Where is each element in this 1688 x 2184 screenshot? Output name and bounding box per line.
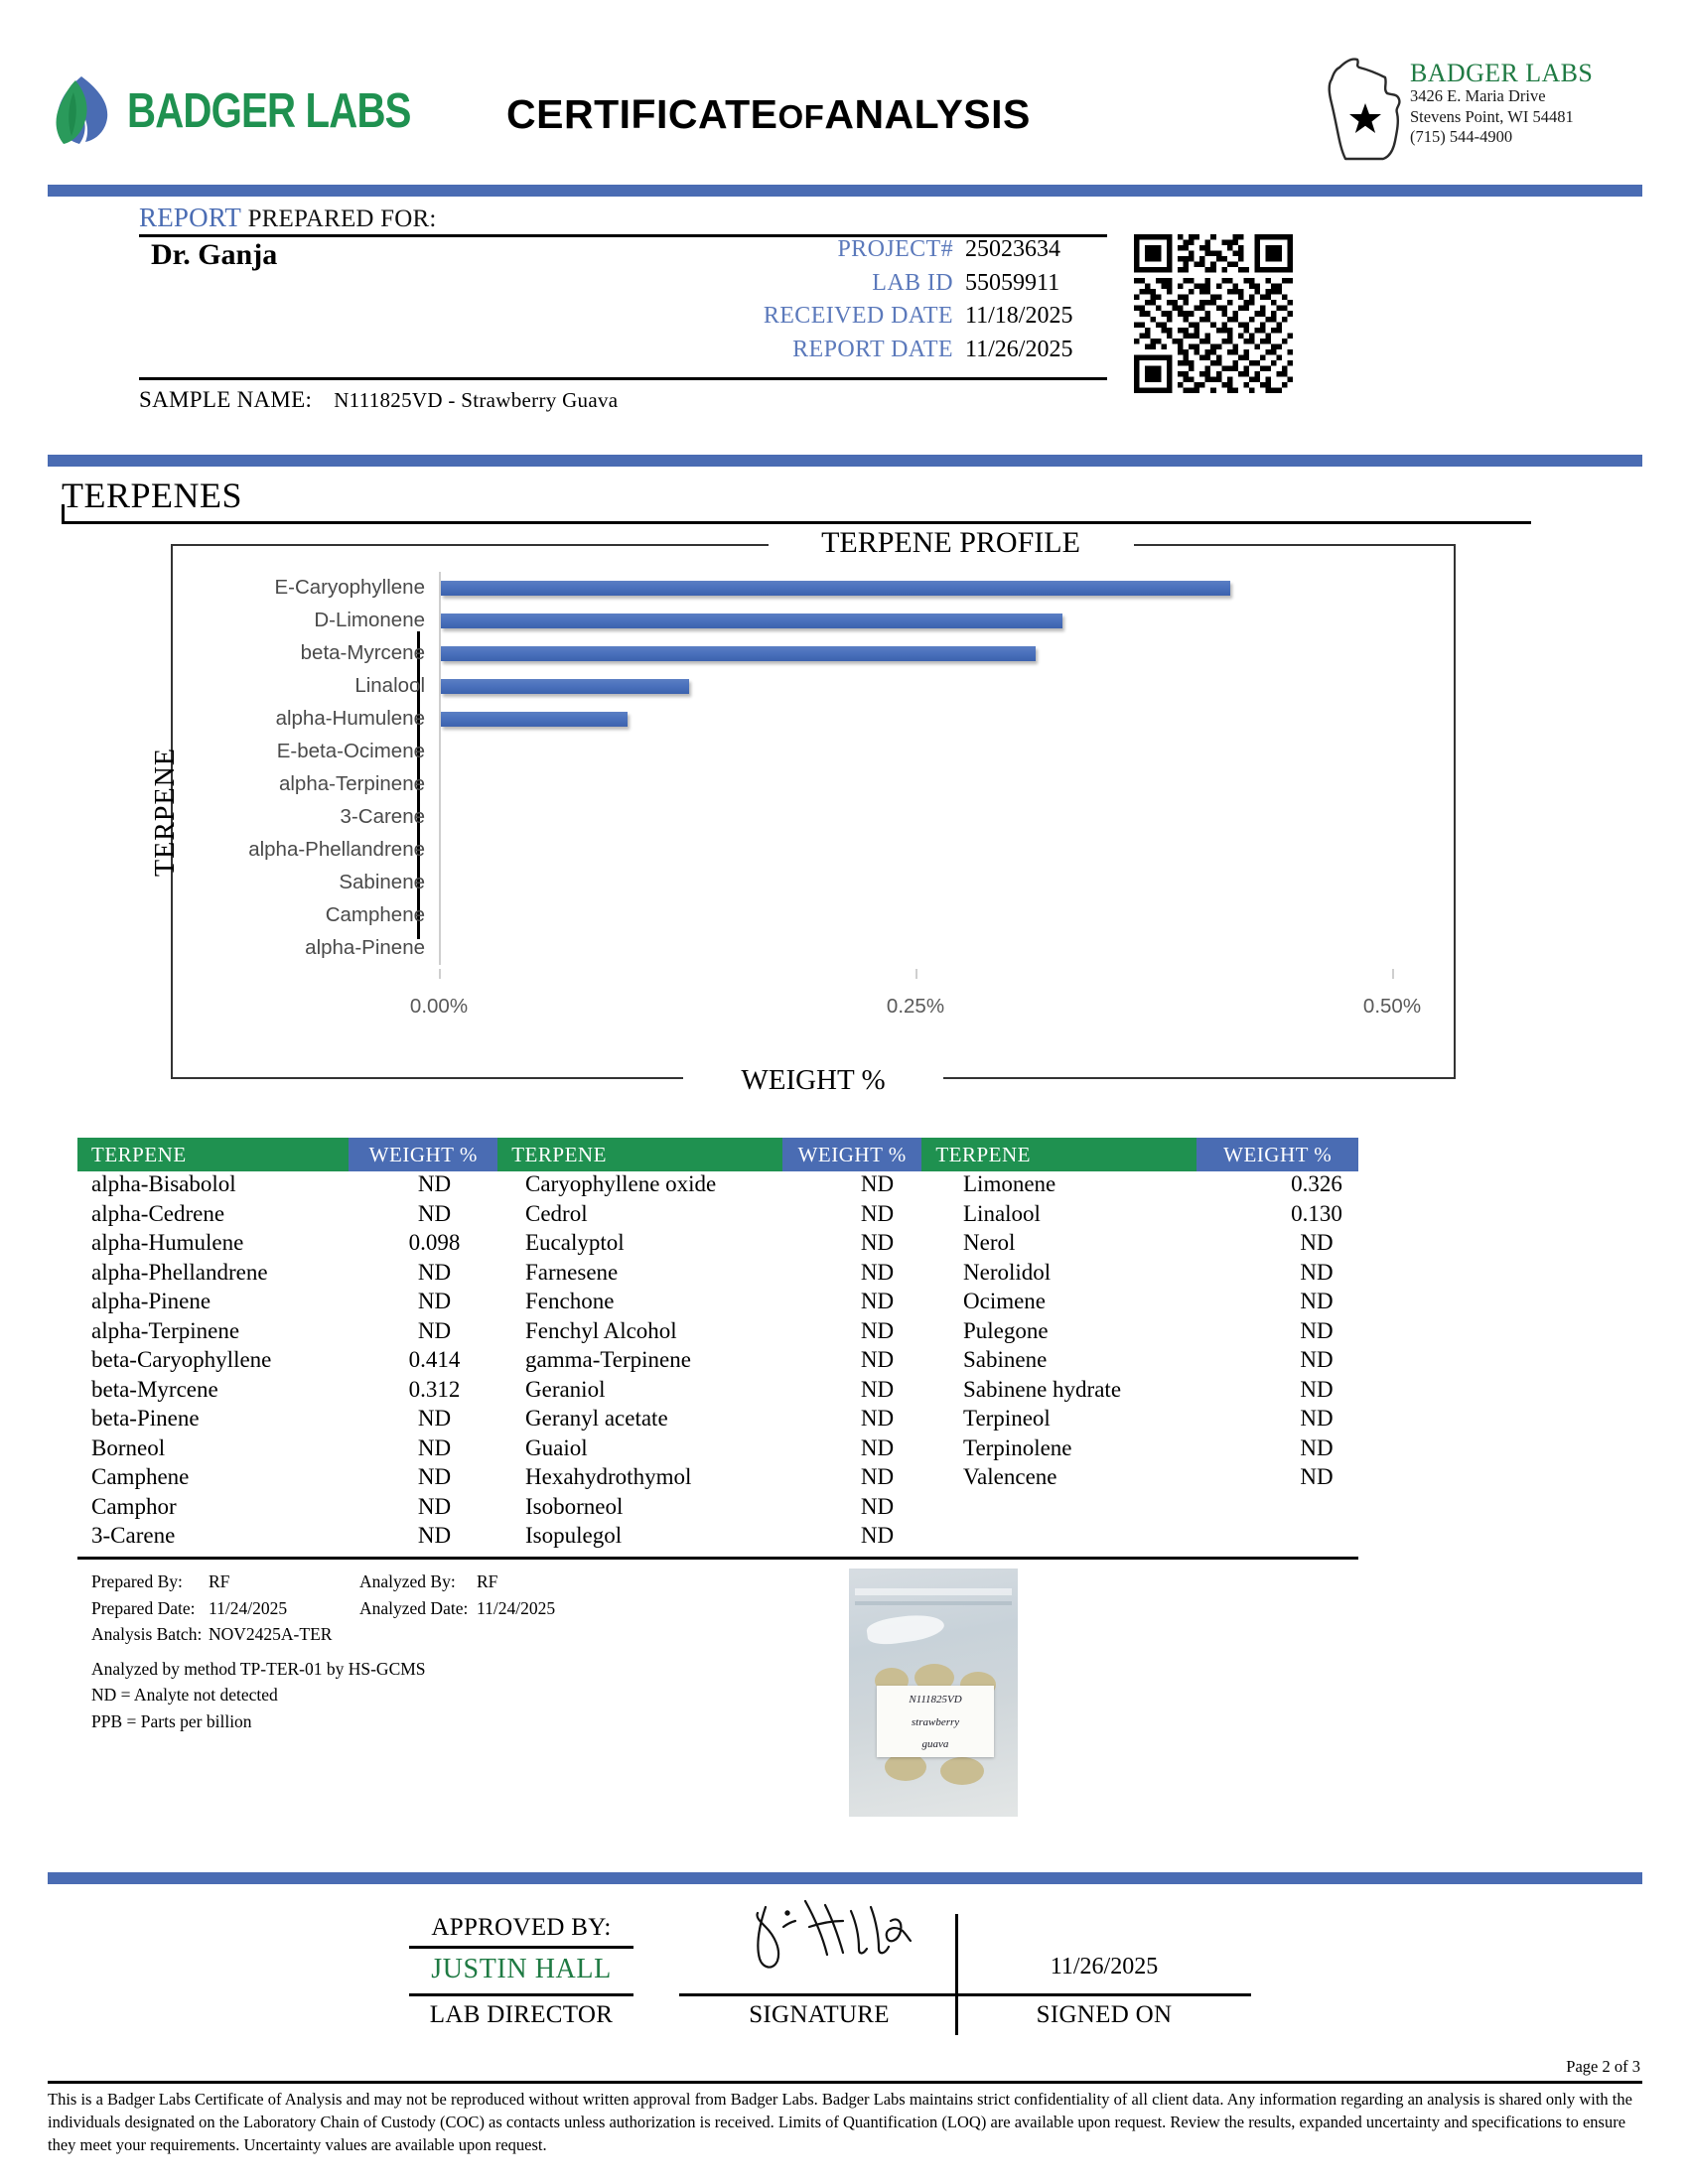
table-row bbox=[511, 1171, 949, 1201]
terpene-name-cell: beta-Myrcene bbox=[91, 1376, 218, 1402]
terpene-name-cell: Geranyl acetate bbox=[525, 1406, 668, 1431]
analyzed-by-label: Analyzed By: bbox=[359, 1571, 456, 1591]
chart-plot-area bbox=[248, 572, 1392, 965]
table-row bbox=[511, 1464, 949, 1494]
table-row bbox=[77, 1494, 511, 1524]
prepared-date-value: 11/24/2025 bbox=[209, 1597, 288, 1618]
table-row bbox=[77, 1171, 511, 1201]
divider-approval bbox=[48, 1872, 1642, 1884]
meta-label: RECEIVED DATE bbox=[763, 303, 953, 329]
terpene-profile-chart bbox=[149, 526, 1456, 1096]
terpene-weight-cell: ND bbox=[860, 1289, 895, 1313]
chart-category-label: 3-Carene bbox=[340, 804, 425, 828]
terpene-weight-cell: ND bbox=[860, 1493, 895, 1519]
approved-by-rule-top bbox=[409, 1946, 633, 1949]
approved-by-rule-bottom bbox=[409, 1993, 633, 1996]
terpene-name-cell: Nerol bbox=[963, 1230, 1016, 1255]
table-row bbox=[511, 1230, 949, 1260]
terpene-name-cell: Sabinene hydrate bbox=[963, 1376, 1122, 1402]
terpene-name-cell: Valencene bbox=[963, 1464, 1057, 1489]
approver-title: LAB DIRECTOR bbox=[429, 2001, 614, 2028]
terpene-name-cell: alpha-Cedrene bbox=[91, 1200, 225, 1226]
lab-address-block bbox=[1410, 60, 1593, 148]
col1-terpene-header: TERPENE bbox=[77, 1138, 349, 1171]
table-row bbox=[77, 1377, 511, 1407]
prepared-for-word: PREPARED FOR: bbox=[247, 205, 437, 232]
signature-divider bbox=[955, 1914, 958, 2035]
meta-value: 11/18/2025 bbox=[965, 303, 1073, 329]
table-row bbox=[949, 1201, 1400, 1231]
terpene-weight-cell: ND bbox=[417, 1200, 452, 1226]
table-row bbox=[949, 1318, 1400, 1348]
analysis-batch-label: Analysis Batch: bbox=[91, 1624, 203, 1645]
terpene-name-cell: alpha-Terpinene bbox=[91, 1317, 240, 1343]
table-row bbox=[511, 1435, 949, 1465]
chart-category-label: Sabinene bbox=[339, 870, 425, 893]
report-prepared-for-heading bbox=[139, 203, 437, 233]
col2-weight-header: WEIGHT % bbox=[782, 1138, 921, 1171]
table-row bbox=[77, 1464, 511, 1494]
table-row bbox=[511, 1494, 949, 1524]
chart-bar bbox=[441, 712, 628, 727]
chart-x-tick-label: 0.00% bbox=[409, 995, 469, 1018]
table-row bbox=[77, 1435, 511, 1465]
chart-bar bbox=[441, 614, 1062, 628]
chart-category-label: E-Caryophyllene bbox=[274, 575, 425, 599]
table-row bbox=[511, 1289, 949, 1318]
terpene-name-cell: Isoborneol bbox=[525, 1493, 624, 1519]
terpene-weight-cell: ND bbox=[417, 1434, 452, 1460]
chart-bar bbox=[441, 581, 1230, 596]
table-column bbox=[949, 1171, 1400, 1553]
meta-value: 55059911 bbox=[965, 269, 1060, 296]
analysis-batch-value: NOV2425A-TER bbox=[209, 1624, 333, 1645]
approver-name: JUSTIN HALL bbox=[431, 1954, 612, 1984]
terpene-weight-cell: ND bbox=[1300, 1230, 1334, 1255]
terpene-name-cell: Hexahydrothymol bbox=[525, 1464, 692, 1489]
terpene-name-cell: Pulegone bbox=[963, 1317, 1049, 1343]
terpene-name-cell: Terpinolene bbox=[963, 1434, 1072, 1460]
table-row bbox=[77, 1201, 511, 1231]
terpene-name-cell: Terpineol bbox=[963, 1406, 1051, 1431]
terpene-weight-cell: 0.130 bbox=[1291, 1200, 1342, 1226]
approved-by-label: APPROVED BY: bbox=[431, 1914, 612, 1941]
section-rule bbox=[62, 521, 1531, 524]
cannabis-bud bbox=[885, 1753, 926, 1781]
terpene-weight-cell: ND bbox=[860, 1317, 895, 1343]
document-title bbox=[506, 91, 1031, 138]
address-line-2: Stevens Point, WI 54481 bbox=[1410, 106, 1574, 126]
prepared-date-row bbox=[91, 1595, 555, 1622]
table-row bbox=[77, 1347, 511, 1377]
terpene-weight-cell: ND bbox=[860, 1376, 895, 1402]
signature-label: SIGNATURE bbox=[749, 2001, 890, 2028]
section-title: TERPENES bbox=[62, 476, 243, 515]
chart-category-label: alpha-Pinene bbox=[305, 935, 425, 959]
table-row bbox=[949, 1289, 1400, 1318]
terpene-name-cell: 3-Carene bbox=[91, 1523, 176, 1548]
divider-top bbox=[48, 185, 1642, 197]
chart-x-tick-mark bbox=[439, 969, 441, 979]
terpene-name-cell: Limonene bbox=[963, 1171, 1056, 1196]
ppb-definition: PPB = Parts per billion bbox=[91, 1710, 252, 1731]
table-row bbox=[511, 1318, 949, 1348]
sample-photo bbox=[849, 1569, 1018, 1817]
table-row bbox=[949, 1260, 1400, 1290]
chart-category-label: Linalool bbox=[354, 673, 425, 697]
chart-category-label: alpha-Humulene bbox=[275, 706, 425, 730]
chart-category-label: Camphene bbox=[325, 902, 425, 926]
y-axis-line bbox=[439, 572, 441, 965]
terpene-weight-cell: ND bbox=[417, 1406, 452, 1431]
terpene-weight-cell: ND bbox=[1300, 1259, 1334, 1285]
terpene-name-cell: Geraniol bbox=[525, 1376, 606, 1402]
chart-x-tick-label: 0.50% bbox=[1362, 995, 1422, 1018]
table-body bbox=[77, 1171, 1358, 1553]
table-row bbox=[949, 1464, 1400, 1494]
table-header-row bbox=[77, 1138, 1358, 1171]
lab-phone: (715) 544-4900 bbox=[1410, 127, 1513, 147]
doc-title-of: OF bbox=[777, 98, 825, 135]
terpene-name-cell: alpha-Humulene bbox=[91, 1230, 244, 1255]
table-row bbox=[949, 1494, 1400, 1524]
table-row bbox=[949, 1230, 1400, 1260]
nd-definition: ND = Analyte not detected bbox=[91, 1685, 278, 1706]
table-row bbox=[511, 1377, 949, 1407]
terpene-name-cell: Nerolidol bbox=[963, 1259, 1052, 1285]
method-note: Analyzed by method TP-TER-01 by HS-GCMS bbox=[91, 1658, 426, 1679]
table-row bbox=[949, 1171, 1400, 1201]
sample-name-row bbox=[139, 387, 618, 413]
table-row bbox=[949, 1435, 1400, 1465]
table-row bbox=[77, 1523, 511, 1553]
terpene-weight-cell: ND bbox=[1300, 1317, 1334, 1343]
disclaimer-text: This is a Badger Labs Certificate of Analysis and may not be reproduced without written approval from Badger Labs. Badger Labs maintains strict confidentiality of all client data. Any information regarding an analysis is shared only with the individuals designated on the Laboratory Chain of Custody (COC) as contacts unless authorization is received. Limits of Quantification (LOQ) are available upon request. Review the results, expanded uncertainty and specifications to ensure they meet your requirements. Uncertainty values are available upon request. bbox=[48, 2090, 1632, 2154]
chart-x-tick-label: 0.25% bbox=[886, 995, 945, 1018]
meta-label: PROJECT# bbox=[837, 236, 953, 262]
prepared-by-label: Prepared By: bbox=[91, 1571, 183, 1591]
table-row bbox=[949, 1523, 1400, 1553]
report-word: REPORT bbox=[139, 203, 241, 232]
terpene-name-cell: Farnesene bbox=[525, 1259, 619, 1285]
cannabis-bud bbox=[940, 1757, 984, 1785]
wisconsin-map-icon bbox=[1316, 52, 1420, 163]
chart-x-tick-mark bbox=[915, 969, 917, 979]
terpene-name-cell: alpha-Pinene bbox=[91, 1289, 211, 1313]
terpene-name-cell: Sabinene bbox=[963, 1347, 1048, 1372]
terpene-name-cell: beta-Caryophyllene bbox=[91, 1347, 272, 1372]
table-row bbox=[77, 1318, 511, 1348]
terpene-weight-cell: ND bbox=[1300, 1434, 1334, 1460]
signature-image bbox=[740, 1891, 938, 1971]
terpene-name-cell: Caryophyllene oxide bbox=[525, 1171, 717, 1196]
sample-photo-label bbox=[877, 1686, 994, 1757]
terpene-weight-cell: ND bbox=[417, 1523, 452, 1548]
meta-label: LAB ID bbox=[872, 269, 953, 296]
terpene-weight-cell: ND bbox=[417, 1171, 452, 1196]
chart-y-axis-label: TERPENE bbox=[149, 747, 181, 877]
bag-glare bbox=[866, 1611, 946, 1648]
col3-terpene-header: TERPENE bbox=[921, 1138, 1196, 1171]
terpene-weight-cell: ND bbox=[1300, 1406, 1334, 1431]
table-row bbox=[77, 1289, 511, 1318]
analyzed-date-label: Analyzed Date: bbox=[359, 1597, 469, 1618]
chart-title: TERPENE PROFILE bbox=[769, 526, 1134, 560]
col1-weight-header: WEIGHT % bbox=[349, 1138, 497, 1171]
terpene-name-cell: Camphor bbox=[91, 1493, 177, 1519]
analyzed-date-value: 11/24/2025 bbox=[477, 1597, 556, 1618]
sample-name-label: SAMPLE NAME: bbox=[139, 387, 313, 412]
terpene-name-cell: alpha-Bisabolol bbox=[91, 1171, 236, 1196]
terpene-weight-cell: ND bbox=[860, 1259, 895, 1285]
doc-title-tail: ANALYSIS bbox=[824, 91, 1031, 137]
terpene-name-cell: Eucalyptol bbox=[525, 1230, 625, 1255]
photo-label-line-2: strawberry bbox=[911, 1715, 960, 1728]
terpene-weight-cell: ND bbox=[860, 1200, 895, 1226]
terpene-name-cell: Borneol bbox=[91, 1434, 166, 1460]
chart-category-label: D-Limonene bbox=[314, 608, 425, 631]
meta-value: 25023634 bbox=[965, 236, 1060, 262]
terpene-weight-cell: ND bbox=[860, 1523, 895, 1548]
terpene-weight-cell: ND bbox=[417, 1317, 452, 1343]
table-row bbox=[511, 1201, 949, 1231]
chart-category-label: E-beta-Ocimene bbox=[276, 739, 425, 762]
table-column bbox=[77, 1171, 511, 1553]
client-name: Dr. Ganja bbox=[151, 238, 278, 271]
meta-row bbox=[695, 337, 1112, 363]
terpene-weight-cell: ND bbox=[417, 1289, 452, 1313]
meta-row bbox=[695, 303, 1112, 330]
terpene-weight-cell: ND bbox=[860, 1347, 895, 1372]
terpene-name-cell: Cedrol bbox=[525, 1200, 588, 1226]
bag-zip-seal bbox=[855, 1588, 1012, 1595]
terpene-weight-cell: ND bbox=[417, 1493, 452, 1519]
table-row bbox=[949, 1406, 1400, 1435]
prepared-date-label: Prepared Date: bbox=[91, 1597, 196, 1618]
terpene-weight-cell: ND bbox=[860, 1171, 895, 1196]
terpene-name-cell: Camphene bbox=[91, 1464, 190, 1489]
terpene-weight-cell: ND bbox=[1300, 1376, 1334, 1402]
analyzed-by-value: RF bbox=[477, 1571, 498, 1591]
terpene-weight-cell: ND bbox=[1300, 1289, 1334, 1313]
table-row bbox=[949, 1347, 1400, 1377]
signed-on-label: SIGNED ON bbox=[1036, 2001, 1173, 2028]
leaf-badger-logo-icon bbox=[52, 74, 113, 148]
badger-labs-logo bbox=[52, 74, 473, 148]
table-row bbox=[511, 1347, 949, 1377]
terpene-name-cell: Ocimene bbox=[963, 1289, 1047, 1313]
terpene-weight-cell: ND bbox=[1300, 1464, 1334, 1489]
chart-category-label: beta-Myrcene bbox=[300, 640, 425, 664]
table-row bbox=[949, 1377, 1400, 1407]
report-rule-bottom bbox=[139, 377, 1107, 380]
chart-x-axis-label: WEIGHT % bbox=[683, 1064, 943, 1097]
analysis-batch-row bbox=[91, 1621, 555, 1648]
company-name: BADGER LABS bbox=[1410, 59, 1594, 87]
terpene-weight-cell: ND bbox=[1300, 1347, 1334, 1372]
chart-bar bbox=[441, 646, 1036, 661]
table-row bbox=[77, 1230, 511, 1260]
terpene-weight-cell: 0.326 bbox=[1291, 1171, 1342, 1196]
page-number: Page 2 of 3 bbox=[1566, 2057, 1640, 2076]
brand-name: BADGER LABS bbox=[127, 84, 411, 138]
analysis-notes bbox=[91, 1569, 555, 1734]
address-line-1: 3426 E. Maria Drive bbox=[1410, 86, 1546, 106]
page-header bbox=[0, 0, 1688, 174]
terpene-name-cell: Fenchone bbox=[525, 1289, 615, 1313]
photo-label-line-3: guava bbox=[921, 1738, 949, 1751]
terpene-name-cell: Guaiol bbox=[525, 1434, 588, 1460]
terpene-name-cell: gamma-Terpinene bbox=[525, 1347, 691, 1372]
sample-name-value: N111825VD - Strawberry Guava bbox=[334, 388, 619, 412]
divider-section bbox=[48, 455, 1642, 467]
table-row bbox=[511, 1406, 949, 1435]
terpene-name-cell: alpha-Phellandrene bbox=[91, 1259, 268, 1285]
meta-row bbox=[695, 270, 1112, 297]
footer-rule bbox=[48, 2081, 1642, 2084]
meta-row bbox=[695, 236, 1112, 263]
chart-category-label: alpha-Terpinene bbox=[278, 771, 425, 795]
report-meta-list bbox=[695, 236, 1112, 369]
prepared-by-value: RF bbox=[209, 1571, 230, 1591]
doc-title-main: CERTIFICATE bbox=[506, 91, 778, 137]
terpene-weight-cell: ND bbox=[860, 1434, 895, 1460]
col2-terpene-header: TERPENE bbox=[497, 1138, 782, 1171]
meta-value: 11/26/2025 bbox=[965, 336, 1073, 362]
terpene-name-cell: beta-Pinene bbox=[91, 1406, 200, 1431]
terpene-weight-cell: ND bbox=[860, 1406, 895, 1431]
prepared-by-row bbox=[91, 1569, 555, 1595]
chart-x-tick-mark bbox=[1392, 969, 1394, 979]
terpene-weight-cell: ND bbox=[417, 1259, 452, 1285]
signature-rule bbox=[679, 1993, 1251, 1996]
table-row bbox=[511, 1260, 949, 1290]
table-column bbox=[511, 1171, 949, 1553]
terpene-weight-cell: 0.312 bbox=[408, 1376, 461, 1402]
meta-label: REPORT DATE bbox=[792, 336, 953, 362]
bag-zip-seal-shadow bbox=[855, 1601, 1012, 1605]
table-bottom-rule bbox=[77, 1557, 1358, 1560]
terpene-weight-cell: ND bbox=[860, 1464, 895, 1489]
signed-on-date: 11/26/2025 bbox=[1050, 1954, 1159, 1979]
terpene-weight-cell: 0.414 bbox=[408, 1347, 461, 1372]
table-row bbox=[77, 1406, 511, 1435]
terpene-name-cell: Fenchyl Alcohol bbox=[525, 1317, 677, 1343]
table-row bbox=[511, 1523, 949, 1553]
chart-bar bbox=[441, 679, 689, 694]
chart-x-axis-ticks bbox=[409, 995, 1422, 1024]
chart-category-label: alpha-Phellandrene bbox=[248, 837, 425, 861]
photo-label-line-1: N111825VD bbox=[909, 1694, 962, 1706]
terpene-name-cell: Isopulegol bbox=[525, 1523, 623, 1548]
terpene-results-table bbox=[77, 1138, 1358, 1553]
terpene-weight-cell: ND bbox=[417, 1464, 452, 1489]
col3-weight-header: WEIGHT % bbox=[1196, 1138, 1358, 1171]
table-row bbox=[77, 1260, 511, 1290]
qr-code[interactable] bbox=[1134, 234, 1293, 393]
terpene-weight-cell: 0.098 bbox=[408, 1230, 461, 1255]
terpene-weight-cell: ND bbox=[860, 1230, 895, 1255]
terpene-name-cell: Linalool bbox=[963, 1200, 1041, 1226]
